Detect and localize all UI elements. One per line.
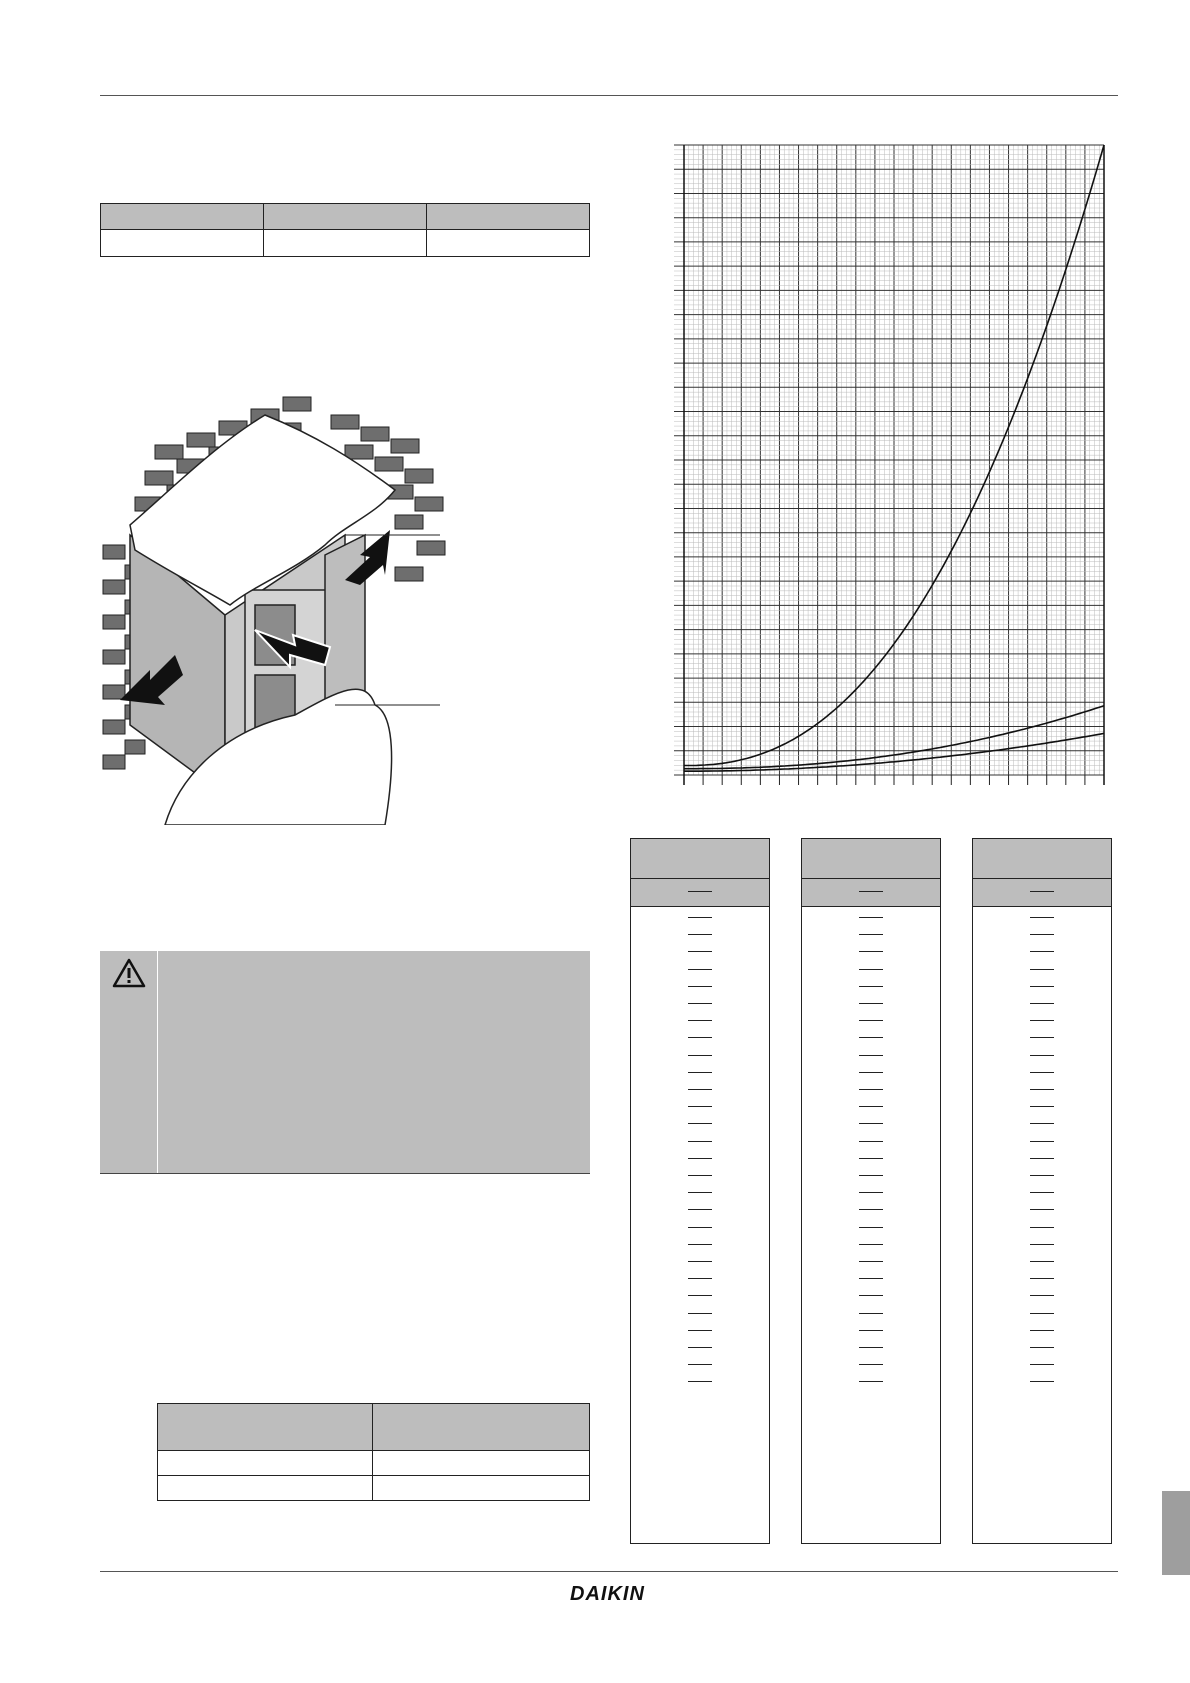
table-row-dash: [688, 969, 712, 970]
table-row-dash: [859, 1347, 883, 1348]
table-row-dash: [688, 1278, 712, 1279]
table-row-dash: [688, 1364, 712, 1365]
table-row-dash: [859, 1364, 883, 1365]
warning-divider: [157, 951, 158, 1173]
table-row-dash: [1030, 1261, 1054, 1262]
table-row-dash: [859, 1330, 883, 1331]
spec-table-cell: [157, 1475, 373, 1501]
table-row-dash: [688, 1020, 712, 1021]
table-row-dash: [688, 934, 712, 935]
footer-rule: [100, 1571, 1118, 1572]
table-row-dash: [1030, 1313, 1054, 1314]
table-row-dash: [1030, 1055, 1054, 1056]
table-row-dash: [859, 917, 883, 918]
column-subheader: [631, 879, 769, 907]
table-row-dash: [1030, 1020, 1054, 1021]
table-row-dash: [859, 1003, 883, 1004]
table-row-dash: [1030, 1244, 1054, 1245]
spec-table-cell: [100, 229, 264, 257]
table-row-dash: [1030, 1123, 1054, 1124]
table-row-dash: [688, 1244, 712, 1245]
table-row-dash: [688, 1347, 712, 1348]
column-subheader: [802, 879, 940, 907]
chart-grid: [674, 145, 1104, 785]
table-row-dash: [688, 1381, 712, 1382]
table-row-dash: [859, 1020, 883, 1021]
table-row-dash: [688, 1175, 712, 1176]
table-row-dash: [859, 986, 883, 987]
table-row-dash: [688, 1295, 712, 1296]
dash-mark: [859, 891, 883, 892]
table-row-dash: [859, 1175, 883, 1176]
table-row-dash: [859, 1244, 883, 1245]
table-row-dash: [859, 969, 883, 970]
table-row-dash: [1030, 1072, 1054, 1073]
table-row-dash: [1030, 1278, 1054, 1279]
snow-hood-illustration: [95, 375, 455, 825]
spec-table-header-cell: [372, 1403, 590, 1451]
table-column-1: [630, 838, 770, 1544]
table-row-dash: [859, 1072, 883, 1073]
table-row-dash: [688, 1158, 712, 1159]
table-row-dash: [1030, 1227, 1054, 1228]
column-header: [631, 839, 769, 879]
table-row-dash: [1030, 1141, 1054, 1142]
table-row-dash: [1030, 1158, 1054, 1159]
table-row-dash: [1030, 1347, 1054, 1348]
table-row-dash: [688, 1072, 712, 1073]
table-row-dash: [1030, 969, 1054, 970]
table-row-dash: [1030, 1106, 1054, 1107]
table-row-dash: [688, 1141, 712, 1142]
spec-table-header-cell: [426, 203, 590, 230]
table-row-dash: [1030, 1295, 1054, 1296]
table-row-dash: [859, 1261, 883, 1262]
table-row-dash: [859, 1055, 883, 1056]
table-row-dash: [688, 1227, 712, 1228]
table-row-dash: [859, 1381, 883, 1382]
column-subheader: [973, 879, 1111, 907]
table-row-dash: [1030, 1089, 1054, 1090]
table-row-dash: [1030, 986, 1054, 987]
warning-box: [100, 951, 590, 1173]
table-row-dash: [859, 1158, 883, 1159]
header-rule: [100, 95, 1118, 96]
table-row-dash: [859, 934, 883, 935]
spec-table-cell: [426, 229, 590, 257]
table-row-dash: [688, 1192, 712, 1193]
table-row-dash: [688, 1106, 712, 1107]
table-row-dash: [688, 1123, 712, 1124]
spec-table-cell: [263, 229, 427, 257]
spec-table-header-cell: [263, 203, 427, 230]
table-row-dash: [859, 1123, 883, 1124]
table-row-dash: [1030, 1364, 1054, 1365]
table-row-dash: [1030, 1381, 1054, 1382]
spec-table-cell: [372, 1450, 590, 1476]
table-column-2: [801, 838, 941, 1544]
table-row-dash: [688, 1330, 712, 1331]
table-row-dash: [688, 1209, 712, 1210]
table-row-dash: [859, 1313, 883, 1314]
table-row-dash: [688, 951, 712, 952]
table-row-dash: [688, 986, 712, 987]
warning-bottom-rule: [100, 1173, 590, 1174]
table-row-dash: [688, 1313, 712, 1314]
table-row-dash: [859, 1227, 883, 1228]
table-row-dash: [688, 1089, 712, 1090]
warning-triangle-icon: [112, 958, 146, 988]
table-row-dash: [859, 1192, 883, 1193]
spec-table-header-cell: [100, 203, 264, 230]
section-side-tab: [1162, 1491, 1190, 1575]
table-row-dash: [859, 951, 883, 952]
table-row-dash: [1030, 1209, 1054, 1210]
table-row-dash: [1030, 1037, 1054, 1038]
table-row-dash: [1030, 1003, 1054, 1004]
table-row-dash: [688, 1055, 712, 1056]
table-row-dash: [1030, 951, 1054, 952]
table-row-dash: [688, 1003, 712, 1004]
table-column-3: [972, 838, 1112, 1544]
table-row-dash: [859, 1295, 883, 1296]
table-row-dash: [859, 1141, 883, 1142]
table-row-dash: [1030, 917, 1054, 918]
spec-table-cell: [372, 1475, 590, 1501]
column-header: [973, 839, 1111, 879]
table-row-dash: [688, 1037, 712, 1038]
dash-mark: [1030, 891, 1054, 892]
brand-logo: DAIKIN: [570, 1583, 645, 1605]
table-row-dash: [1030, 1330, 1054, 1331]
table-row-dash: [859, 1278, 883, 1279]
column-header: [802, 839, 940, 879]
table-row-dash: [859, 1209, 883, 1210]
table-row-dash: [1030, 934, 1054, 935]
table-row-dash: [688, 917, 712, 918]
chart: [648, 140, 1120, 790]
spec-table-cell: [157, 1450, 373, 1476]
spec-table-header-cell: [157, 1403, 373, 1451]
table-row-dash: [859, 1106, 883, 1107]
table-row-dash: [859, 1037, 883, 1038]
table-row-dash: [688, 1261, 712, 1262]
table-row-dash: [859, 1089, 883, 1090]
table-row-dash: [1030, 1192, 1054, 1193]
table-row-dash: [1030, 1175, 1054, 1176]
dash-mark: [688, 891, 712, 892]
